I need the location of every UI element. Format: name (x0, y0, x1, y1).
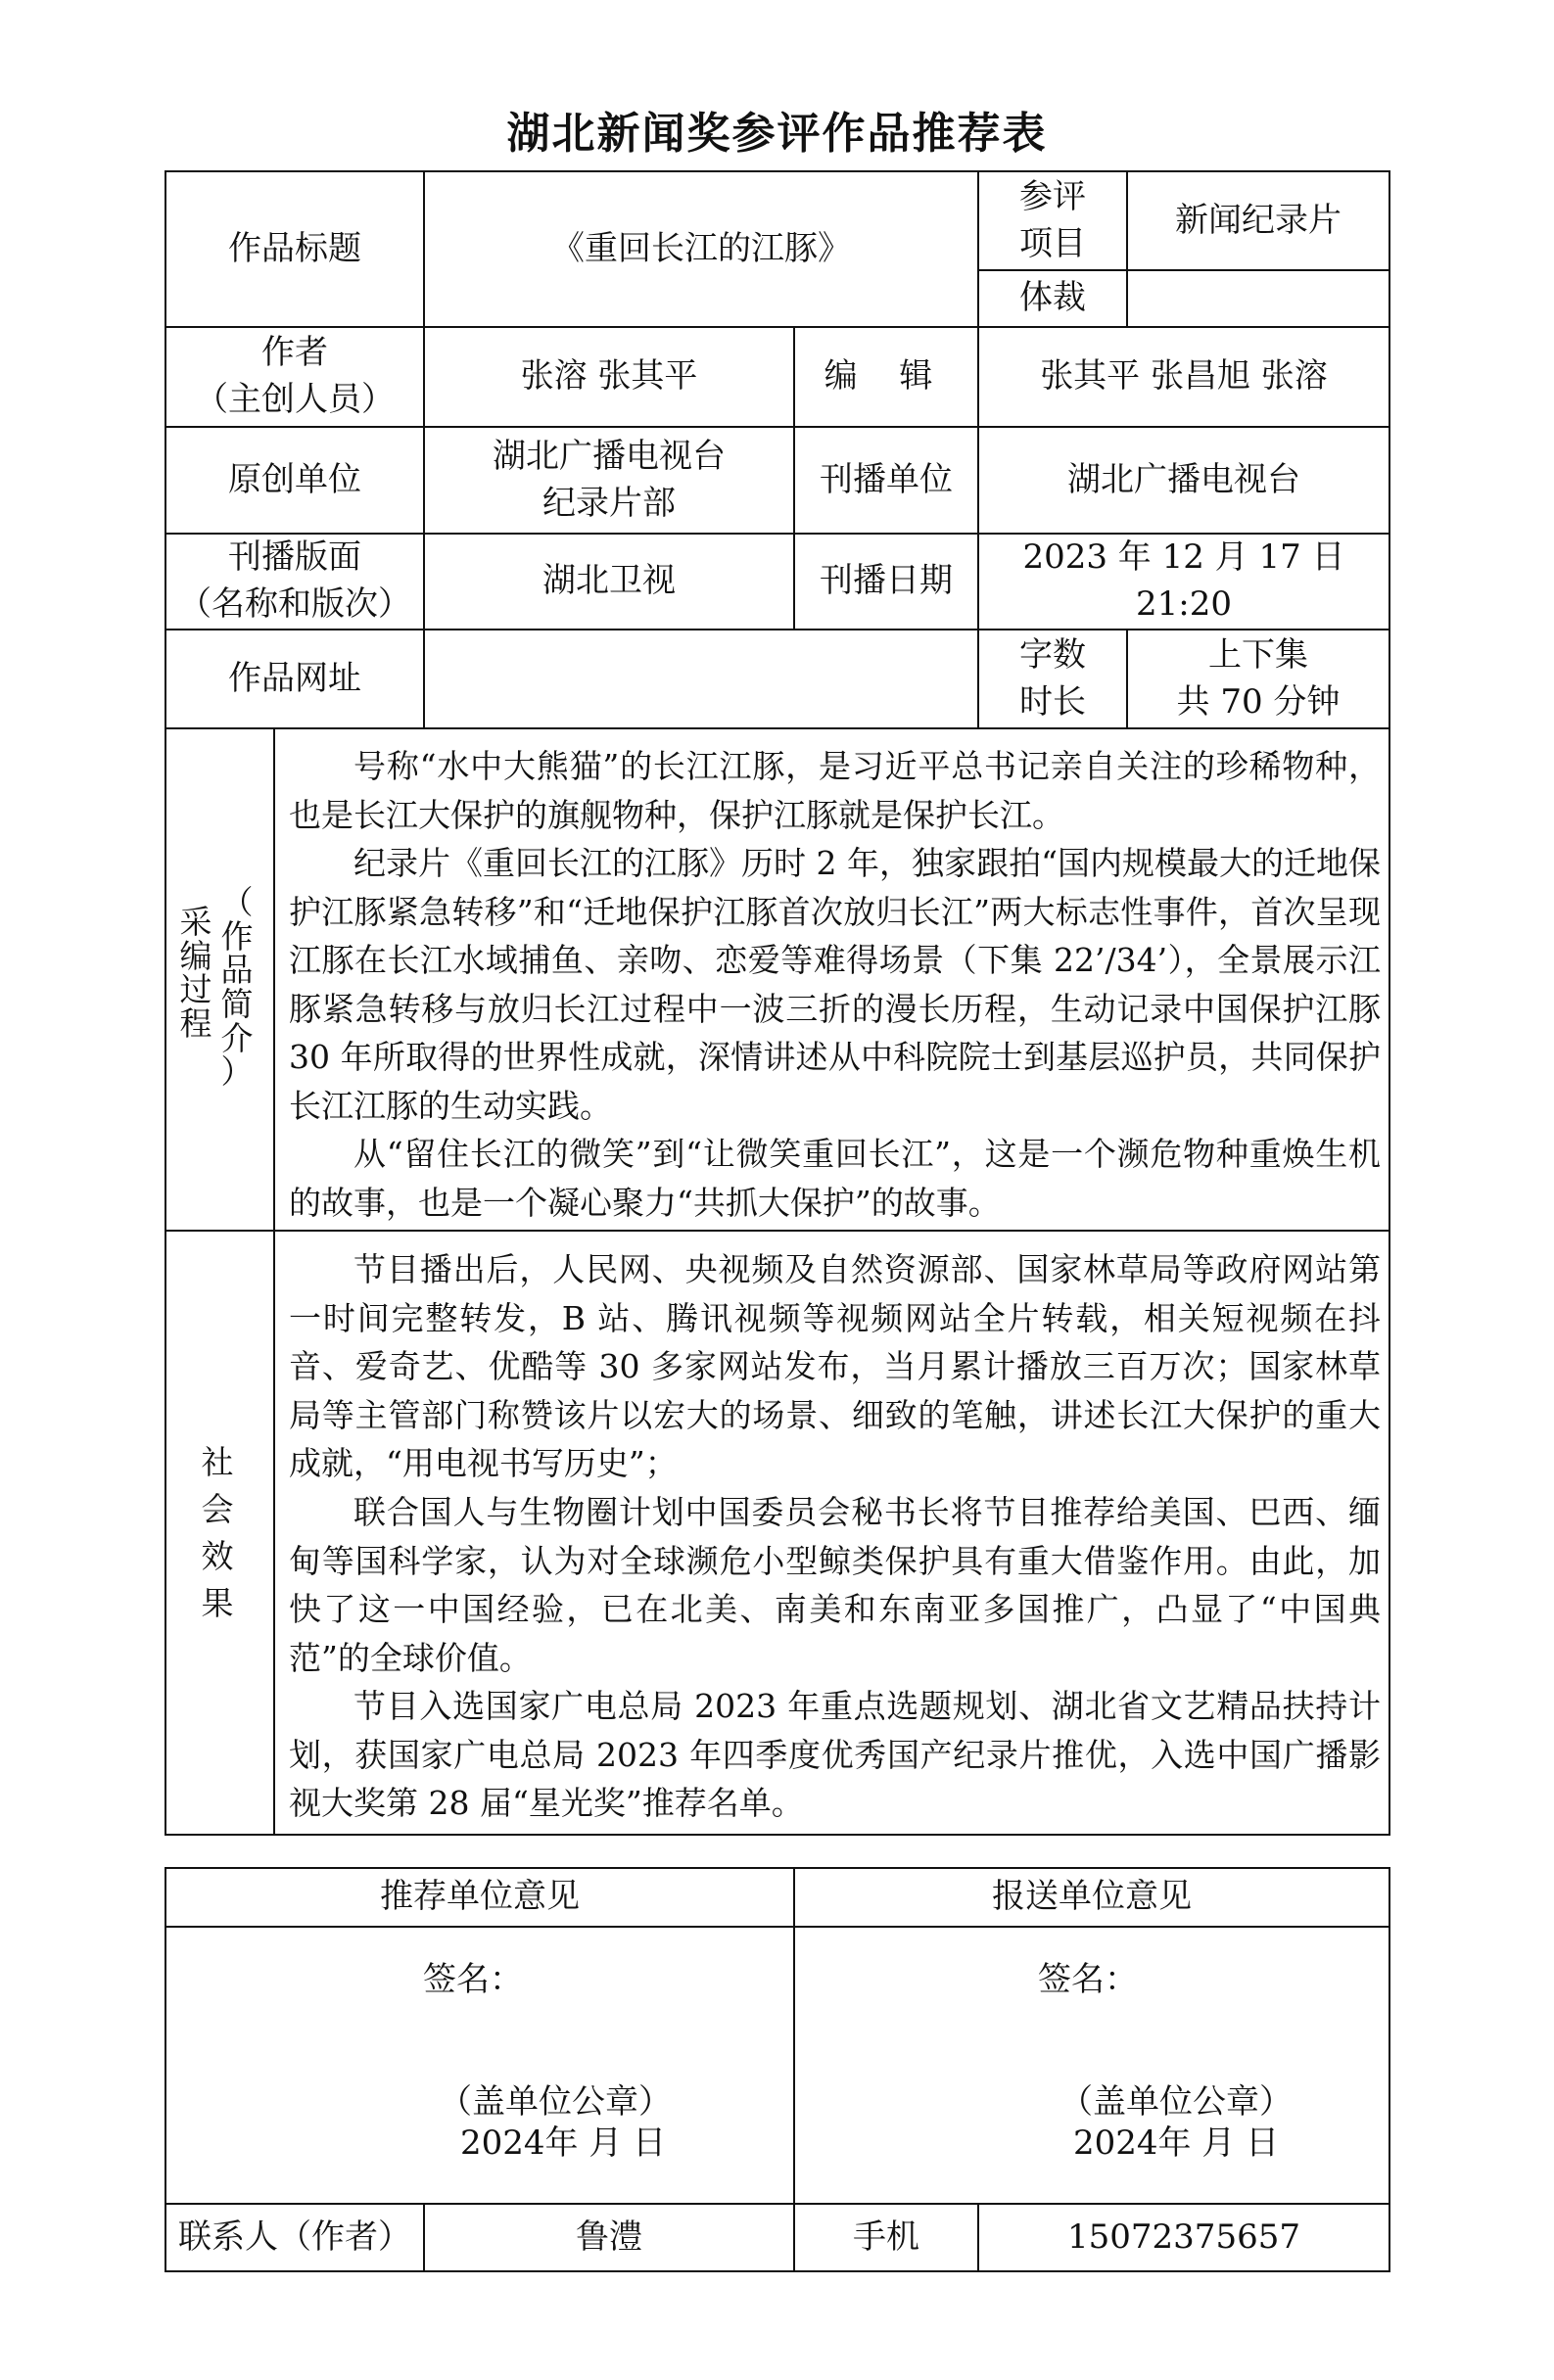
date-label: 刊播日期 (820, 561, 953, 601)
contact-name: 鲁澧 (576, 2217, 642, 2257)
url-value (425, 630, 977, 727)
effect-paragraph-2: 联合国人与生物圈计划中国委员会秘书长将节目推荐给美国、巴西、缅甸等国科学家，认为对全球濒危小型鲸类保护具有重大借鉴作用。由此，加快了这一中国经验，已在北美、南美和东南亚多国推广，凸显了“中国典范”的全球价值。 (289, 1493, 1381, 1677)
phone-value: 15072375657 (1067, 2217, 1300, 2257)
submit-unit-header: 报送单位意见 (992, 1877, 1192, 1917)
work-title-value: 《重回长江的江豚》 (551, 228, 851, 268)
recommend-sign-label: 签名： (423, 1960, 523, 1999)
process-paragraph-3: 从“留住长江的微笑”到“让微笑重回长江”，这是一个濒危物种重焕生机的故事，也是一个凝心聚力“共抓大保护”的故事。 (289, 1135, 1381, 1222)
authors-value: 张溶 张其平 (520, 356, 698, 397)
author-label: 作者 （主创人员） (195, 333, 395, 419)
category-value: 新闻纪录片 (1175, 200, 1342, 240)
process-label-sub: （ 作 品 简 介 ） (220, 883, 254, 1092)
submit-sign-label: 签名： (1038, 1960, 1138, 1999)
genre-value (1128, 271, 1389, 326)
editors-value: 张其平 张昌旭 张溶 (1040, 356, 1328, 397)
length-label: 字数 时长 (1019, 634, 1086, 722)
recommend-seal-label: （盖单位公章） (439, 2082, 672, 2122)
genre-label: 体裁 (1019, 278, 1086, 318)
contact-label: 联系人（作者） (178, 2217, 411, 2257)
effect-label: 社 会 效 果 (201, 1443, 234, 1622)
date-value: 2023 年 12 月 17 日 21:20 (1022, 537, 1345, 624)
length-value: 上下集 共 70 分钟 (1176, 634, 1341, 722)
edition-label: 刊播版面 （名称和版次） (178, 537, 411, 624)
effect-paragraph-1: 节目播出后，人民网、央视频及自然资源部、国家林草局等政府网站第一时间完整转发，B 站、腾讯视频等视频网站全片转载，相关短视频在抖音、爱奇艺、优酷等 30 多家网站发布，当月累计播放三百万次；国家林草局等主管部门称赞该片以宏大的场景、细致的笔触，讲述长江大保护的重大成就，“用电视书写历史”； (289, 1250, 1381, 1482)
submit-seal-label: （盖单位公章） (1060, 2082, 1293, 2122)
origin-label: 原创单位 (228, 459, 361, 499)
publisher-value: 湖北广播电视台 (1067, 459, 1300, 499)
phone-label: 手机 (853, 2217, 919, 2257)
work-title-label: 作品标题 (228, 228, 361, 268)
recommend-date: 2024年 月 日 (460, 2123, 667, 2163)
process-label-main: 采 编 过 程 (179, 903, 212, 1043)
recommend-unit-header: 推荐单位意见 (380, 1877, 580, 1917)
edition-value: 湖北卫视 (542, 561, 676, 601)
process-paragraph-2: 纪录片《重回长江的江豚》历时 2 年，独家跟拍“国内规模最大的迁地保护江豚紧急转移”和“迁地保护江豚首次放归长江”两大标志性事件，首次呈现江豚在长江水域捕鱼、亲吻、恋爱等难得场景（下集 22’/34’），全景展示江豚紧急转移与放归长江过程中一波三折的漫长历程，生动记录中国保护江豚 30 年所取得的世界性成就，深情讲述从中科院院士到基层巡护员，共同保护长江江豚的生动实践。 (289, 844, 1381, 1125)
process-paragraph-1: 号称“水中大熊猫”的长江江豚，是习近平总书记亲自关注的珍稀物种，也是长江大保护的旗舰物种，保护江豚就是保护长江。 (289, 747, 1381, 834)
submit-date: 2024年 月 日 (1073, 2123, 1280, 2163)
publisher-label: 刊播单位 (820, 459, 953, 499)
form-title: 湖北新闻奖参评作品推荐表 (506, 109, 1048, 159)
editor-label: 编 辑 (824, 356, 949, 397)
origin-value: 湖北广播电视台 纪录片部 (493, 436, 726, 523)
url-label: 作品网址 (228, 658, 361, 698)
effect-paragraph-3: 节目入选国家广电总局 2023 年重点选题规划、湖北省文艺精品扶持计划，获国家广电总局 2023 年四季度优秀国产纪录片推优，入选中国广播影视大奖第 28 届“星光奖”推荐名单。 (289, 1687, 1381, 1822)
category-label: 参评 项目 (1019, 176, 1086, 263)
